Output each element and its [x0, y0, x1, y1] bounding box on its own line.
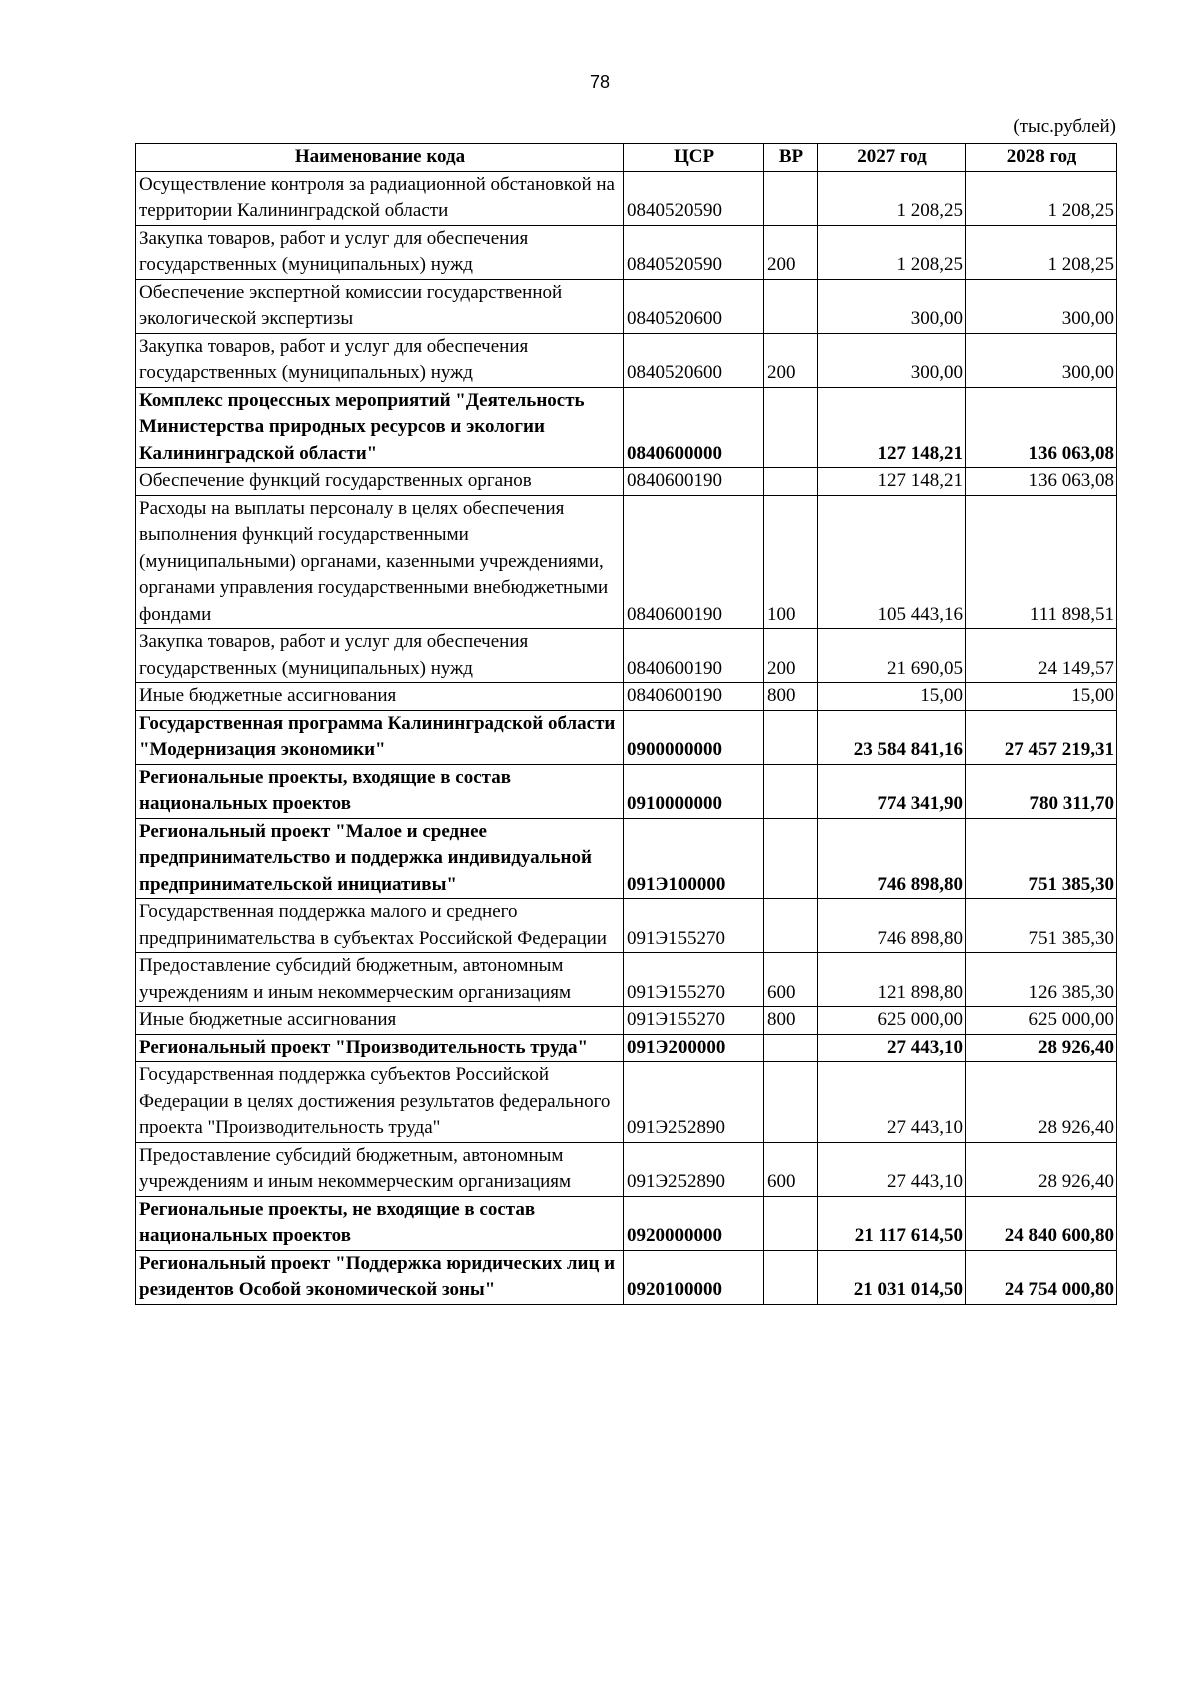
row-name: Осуществление контроля за радиационной обстановкой на территории Калининградской области	[136, 171, 624, 225]
table-row	[136, 1196, 1117, 1250]
row-2027: 21 117 614,50	[818, 1196, 966, 1250]
row-name: Региональный проект "Малое и среднее предпринимательство и поддержка индивидуальной предпринимательской инициативы"	[136, 818, 624, 899]
row-csr: 0840520600	[624, 279, 764, 333]
row-csr: 0840520590	[624, 225, 764, 279]
row-vr	[764, 1034, 818, 1062]
row-name: Обеспечение функций государственных органов	[136, 468, 624, 496]
row-2028: 136 063,08	[966, 387, 1117, 468]
row-2027: 746 898,80	[818, 899, 966, 953]
row-csr: 0840600190	[624, 495, 764, 629]
row-vr	[764, 171, 818, 225]
row-2028: 24 754 000,80	[966, 1250, 1117, 1304]
row-name: Предоставление субсидий бюджетным, автономным учреждениям и иным некоммерческим организациям	[136, 953, 624, 1007]
row-2028: 27 457 219,31	[966, 710, 1117, 764]
row-name: Закупка товаров, работ и услуг для обеспечения государственных (муниципальных) нужд	[136, 225, 624, 279]
row-2027: 746 898,80	[818, 818, 966, 899]
table-row	[136, 495, 1117, 629]
row-vr	[764, 1062, 818, 1143]
row-csr: 0840520590	[624, 171, 764, 225]
row-vr: 600	[764, 1142, 818, 1196]
row-2027: 15,00	[818, 683, 966, 711]
row-name: Закупка товаров, работ и услуг для обеспечения государственных (муниципальных) нужд	[136, 629, 624, 683]
row-csr: 091Э155270	[624, 1007, 764, 1035]
table-row	[136, 899, 1117, 953]
row-name: Иные бюджетные ассигнования	[136, 683, 624, 711]
row-2028: 24 149,57	[966, 629, 1117, 683]
row-2027: 27 443,10	[818, 1142, 966, 1196]
row-2027: 105 443,16	[818, 495, 966, 629]
table-row	[136, 1007, 1117, 1035]
column-header-vr: ВР	[764, 144, 818, 172]
row-csr: 0900000000	[624, 710, 764, 764]
row-name: Комплекс процессных мероприятий "Деятельность Министерства природных ресурсов и экологии Калининградской области"	[136, 387, 624, 468]
row-vr	[764, 899, 818, 953]
row-2028: 24 840 600,80	[966, 1196, 1117, 1250]
row-2027: 1 208,25	[818, 171, 966, 225]
table-row	[136, 818, 1117, 899]
row-name: Иные бюджетные ассигнования	[136, 1007, 624, 1035]
row-vr: 600	[764, 953, 818, 1007]
table-body	[136, 171, 1117, 1304]
row-2027: 23 584 841,16	[818, 710, 966, 764]
row-vr: 200	[764, 225, 818, 279]
row-2028: 780 311,70	[966, 764, 1117, 818]
table-row	[136, 225, 1117, 279]
row-2028: 1 208,25	[966, 171, 1117, 225]
table-row	[136, 171, 1117, 225]
row-name: Региональные проекты, входящие в состав национальных проектов	[136, 764, 624, 818]
row-2028: 15,00	[966, 683, 1117, 711]
table-row	[136, 468, 1117, 496]
row-vr	[764, 764, 818, 818]
table-row	[136, 1034, 1117, 1062]
row-2028: 751 385,30	[966, 818, 1117, 899]
row-2027: 300,00	[818, 333, 966, 387]
row-csr: 0840520600	[624, 333, 764, 387]
row-name: Государственная поддержка малого и среднего предпринимательства в субъектах Российской Федерации	[136, 899, 624, 953]
row-name: Региональный проект "Производительность труда"	[136, 1034, 624, 1062]
row-vr: 800	[764, 1007, 818, 1035]
row-vr	[764, 818, 818, 899]
row-csr: 091Э252890	[624, 1062, 764, 1143]
row-2027: 21 690,05	[818, 629, 966, 683]
row-vr: 200	[764, 629, 818, 683]
row-name: Региональный проект "Поддержка юридических лиц и резидентов Особой экономической зоны"	[136, 1250, 624, 1304]
table-row	[136, 683, 1117, 711]
column-header-2028: 2028 год	[966, 144, 1117, 172]
table-row	[136, 764, 1117, 818]
table-row	[136, 333, 1117, 387]
row-vr: 200	[764, 333, 818, 387]
column-header-2027: 2027 год	[818, 144, 966, 172]
row-vr	[764, 1250, 818, 1304]
row-vr: 800	[764, 683, 818, 711]
row-2027: 774 341,90	[818, 764, 966, 818]
row-2027: 21 031 014,50	[818, 1250, 966, 1304]
row-name: Обеспечение экспертной комиссии государственной экологической экспертизы	[136, 279, 624, 333]
row-2027: 300,00	[818, 279, 966, 333]
row-name: Предоставление субсидий бюджетным, автономным учреждениям и иным некоммерческим организациям	[136, 1142, 624, 1196]
row-name: Государственная поддержка субъектов Российской Федерации в целях достижения результатов федерального проекта "Производительность труда"	[136, 1062, 624, 1143]
table-header-row	[136, 144, 1117, 172]
row-2028: 28 926,40	[966, 1142, 1117, 1196]
row-2028: 1 208,25	[966, 225, 1117, 279]
row-csr: 091Э200000	[624, 1034, 764, 1062]
table-row	[136, 629, 1117, 683]
row-csr: 0920000000	[624, 1196, 764, 1250]
table-row	[136, 1142, 1117, 1196]
page-number: 78	[589, 72, 611, 92]
row-2027: 27 443,10	[818, 1062, 966, 1143]
row-2027: 625 000,00	[818, 1007, 966, 1035]
row-2027: 121 898,80	[818, 953, 966, 1007]
row-2028: 126 385,30	[966, 953, 1117, 1007]
row-name: Региональные проекты, не входящие в состав национальных проектов	[136, 1196, 624, 1250]
units-label: (тыс.рублей)	[1013, 116, 1116, 137]
row-vr	[764, 387, 818, 468]
row-vr	[764, 468, 818, 496]
row-name: Расходы на выплаты персоналу в целях обеспечения выполнения функций государственными (муниципальными) органами, казенными учреждениями, органами управления государственными внебюджетными фондами	[136, 495, 624, 629]
row-2027: 127 148,21	[818, 387, 966, 468]
row-2028: 300,00	[966, 333, 1117, 387]
row-csr: 0840600190	[624, 629, 764, 683]
row-csr: 0920100000	[624, 1250, 764, 1304]
row-csr: 091Э155270	[624, 899, 764, 953]
table-row	[136, 1062, 1117, 1143]
column-header-name: Наименование кода	[136, 144, 624, 172]
column-header-csr: ЦСР	[624, 144, 764, 172]
table-row	[136, 953, 1117, 1007]
row-2028: 136 063,08	[966, 468, 1117, 496]
row-vr: 100	[764, 495, 818, 629]
table-row	[136, 387, 1117, 468]
row-csr: 091Э100000	[624, 818, 764, 899]
row-2028: 28 926,40	[966, 1034, 1117, 1062]
row-2028: 111 898,51	[966, 495, 1117, 629]
row-2028: 300,00	[966, 279, 1117, 333]
row-csr: 0840600190	[624, 683, 764, 711]
row-vr	[764, 279, 818, 333]
budget-table	[135, 143, 1117, 1305]
row-2028: 28 926,40	[966, 1062, 1117, 1143]
row-csr: 091Э252890	[624, 1142, 764, 1196]
row-csr: 091Э155270	[624, 953, 764, 1007]
row-csr: 0910000000	[624, 764, 764, 818]
row-2028: 751 385,30	[966, 899, 1117, 953]
row-2027: 1 208,25	[818, 225, 966, 279]
row-name: Государственная программа Калининградской области "Модернизация экономики"	[136, 710, 624, 764]
table-row	[136, 1250, 1117, 1304]
row-name: Закупка товаров, работ и услуг для обеспечения государственных (муниципальных) нужд	[136, 333, 624, 387]
row-csr: 0840600000	[624, 387, 764, 468]
row-2028: 625 000,00	[966, 1007, 1117, 1035]
table-row	[136, 279, 1117, 333]
row-2027: 127 148,21	[818, 468, 966, 496]
row-vr	[764, 1196, 818, 1250]
table-row	[136, 710, 1117, 764]
row-2027: 27 443,10	[818, 1034, 966, 1062]
row-csr: 0840600190	[624, 468, 764, 496]
row-vr	[764, 710, 818, 764]
